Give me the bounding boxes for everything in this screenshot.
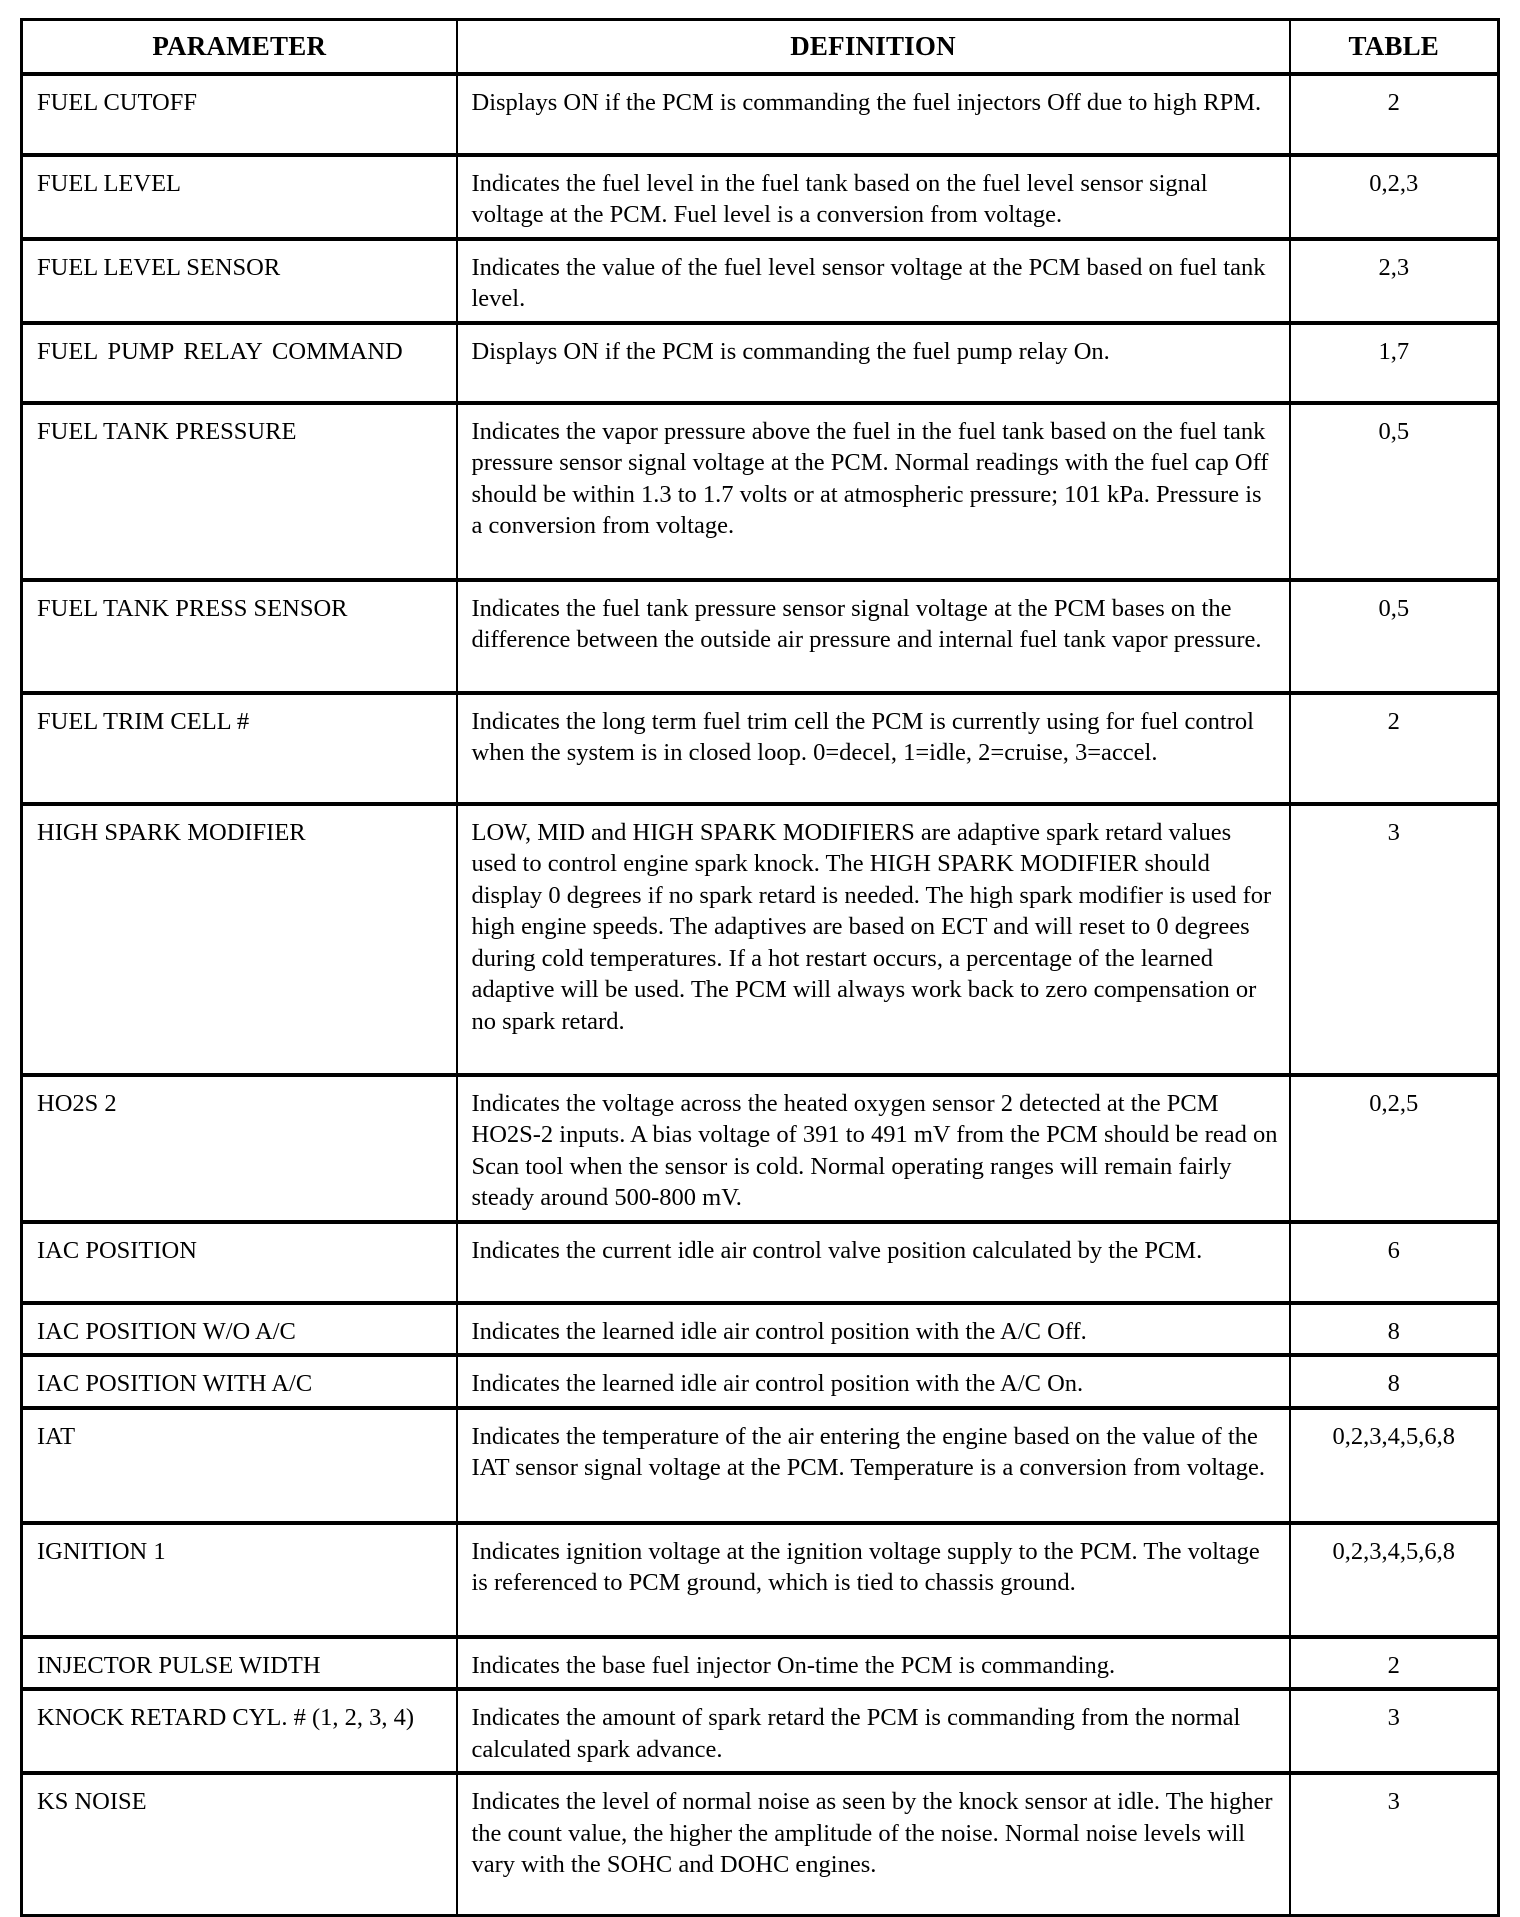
parameter-cell: HIGH SPARK MODIFIER: [22, 804, 457, 1075]
table-ref-cell: 2,3: [1290, 239, 1499, 323]
table-row: [22, 403, 1499, 580]
definition-cell: Indicates the base fuel injector On-time the PCM is commanding.: [457, 1637, 1290, 1690]
table-body: [22, 74, 1499, 1916]
table-row: [22, 804, 1499, 1075]
table-ref-cell: 3: [1290, 1773, 1499, 1915]
table-ref-cell: 0,2,3: [1290, 155, 1499, 239]
table-ref-cell: 2: [1290, 1637, 1499, 1690]
header-row: [22, 20, 1499, 74]
parameter-cell: INJECTOR PULSE WIDTH: [22, 1637, 457, 1690]
parameter-cell: FUEL TRIM CELL #: [22, 693, 457, 804]
table-row: [22, 1408, 1499, 1523]
table-ref-cell: 0,2,3,4,5,6,8: [1290, 1408, 1499, 1523]
parameter-cell: IAC POSITION W/O A/C: [22, 1303, 457, 1356]
table-ref-cell: 0,5: [1290, 403, 1499, 580]
parameter-cell: KNOCK RETARD CYL. # (1, 2, 3, 4): [22, 1689, 457, 1773]
table-ref-cell: 0,5: [1290, 580, 1499, 693]
parameter-cell: FUEL CUTOFF: [22, 74, 457, 155]
table-ref-cell: 8: [1290, 1303, 1499, 1356]
table-row: [22, 1637, 1499, 1690]
parameter-cell: FUEL TANK PRESSURE: [22, 403, 457, 580]
definition-cell: Displays ON if the PCM is commanding the fuel pump relay On.: [457, 323, 1290, 403]
table-row: [22, 1303, 1499, 1356]
column-header-definition: DEFINITION: [457, 20, 1290, 74]
parameter-cell: FUEL LEVEL SENSOR: [22, 239, 457, 323]
table-row: [22, 155, 1499, 239]
table-row: [22, 1075, 1499, 1222]
table-ref-cell: 3: [1290, 804, 1499, 1075]
table-ref-cell: 2: [1290, 693, 1499, 804]
table-row: [22, 239, 1499, 323]
definition-cell: Indicates the learned idle air control position with the A/C On.: [457, 1355, 1290, 1408]
table-ref-cell: 6: [1290, 1222, 1499, 1303]
table-row: [22, 323, 1499, 403]
parameter-cell: IGNITION 1: [22, 1523, 457, 1637]
parameter-cell: FUEL PUMP RELAY COMMAND: [22, 323, 457, 403]
parameter-cell: IAC POSITION: [22, 1222, 457, 1303]
table-row: [22, 580, 1499, 693]
definition-cell: Indicates the level of normal noise as seen by the knock sensor at idle. The higher the count value, the higher the amplitude of the noise. Normal noise levels will vary with the SOHC and DOHC engines.: [457, 1773, 1290, 1915]
parameter-cell: HO2S 2: [22, 1075, 457, 1222]
parameter-definition-table: [20, 18, 1500, 1917]
table-row: [22, 74, 1499, 155]
column-header-parameter: PARAMETER: [22, 20, 457, 74]
parameter-cell: KS NOISE: [22, 1773, 457, 1915]
definition-cell: Indicates the current idle air control valve position calculated by the PCM.: [457, 1222, 1290, 1303]
table-ref-cell: 1,7: [1290, 323, 1499, 403]
definition-cell: Indicates ignition voltage at the ignition voltage supply to the PCM. The voltage is referenced to PCM ground, which is tied to chassis ground.: [457, 1523, 1290, 1637]
table-ref-cell: 0,2,3,4,5,6,8: [1290, 1523, 1499, 1637]
table-ref-cell: 8: [1290, 1355, 1499, 1408]
definition-cell: Indicates the fuel tank pressure sensor signal voltage at the PCM bases on the difference between the outside air pressure and internal fuel tank vapor pressure.: [457, 580, 1290, 693]
definition-cell: Indicates the learned idle air control position with the A/C Off.: [457, 1303, 1290, 1356]
definition-cell: Indicates the fuel level in the fuel tank based on the fuel level sensor signal voltage at the PCM. Fuel level is a conversion from voltage.: [457, 155, 1290, 239]
table-row: [22, 1355, 1499, 1408]
table-row: [22, 1222, 1499, 1303]
definition-cell: Indicates the value of the fuel level sensor voltage at the PCM based on fuel tank level.: [457, 239, 1290, 323]
parameter-cell: IAC POSITION WITH A/C: [22, 1355, 457, 1408]
column-header-table: TABLE: [1290, 20, 1499, 74]
definition-cell: LOW, MID and HIGH SPARK MODIFIERS are adaptive spark retard values used to control engine spark knock. The HIGH SPARK MODIFIER should display 0 degrees if no spark retard is needed. The high spark modifier is used for high engine speeds. The adaptives are based on ECT and will reset to 0 degrees during cold temperatures. If a hot restart occurs, a percentage of the learned adaptive will be used. The PCM will always work back to zero compensation or no spark retard.: [457, 804, 1290, 1075]
table-row: [22, 1689, 1499, 1773]
table-ref-cell: 2: [1290, 74, 1499, 155]
parameter-cell: FUEL LEVEL: [22, 155, 457, 239]
table-row: [22, 1523, 1499, 1637]
table-ref-cell: 3: [1290, 1689, 1499, 1773]
parameter-cell: FUEL TANK PRESS SENSOR: [22, 580, 457, 693]
definition-cell: Indicates the vapor pressure above the fuel in the fuel tank based on the fuel tank pressure sensor signal voltage at the PCM. Normal readings with the fuel cap Off should be within 1.3 to 1.7 volts or at atmospheric pressure; 101 kPa. Pressure is a conversion from voltage.: [457, 403, 1290, 580]
table-row: [22, 693, 1499, 804]
definition-cell: Indicates the long term fuel trim cell the PCM is currently using for fuel control when the system is in closed loop. 0=decel, 1=idle, 2=cruise, 3=accel.: [457, 693, 1290, 804]
table-ref-cell: 0,2,5: [1290, 1075, 1499, 1222]
table-row: [22, 1773, 1499, 1915]
definition-cell: Indicates the amount of spark retard the PCM is commanding from the normal calculated spark advance.: [457, 1689, 1290, 1773]
parameter-cell: IAT: [22, 1408, 457, 1523]
definition-cell: Displays ON if the PCM is commanding the fuel injectors Off due to high RPM.: [457, 74, 1290, 155]
definition-cell: Indicates the voltage across the heated oxygen sensor 2 detected at the PCM HO2S-2 inputs. A bias voltage of 391 to 491 mV from the PCM should be read on Scan tool when the sensor is cold. Normal operating ranges will remain fairly steady around 500-800 mV.: [457, 1075, 1290, 1222]
definition-cell: Indicates the temperature of the air entering the engine based on the value of the IAT sensor signal voltage at the PCM. Temperature is a conversion from voltage.: [457, 1408, 1290, 1523]
